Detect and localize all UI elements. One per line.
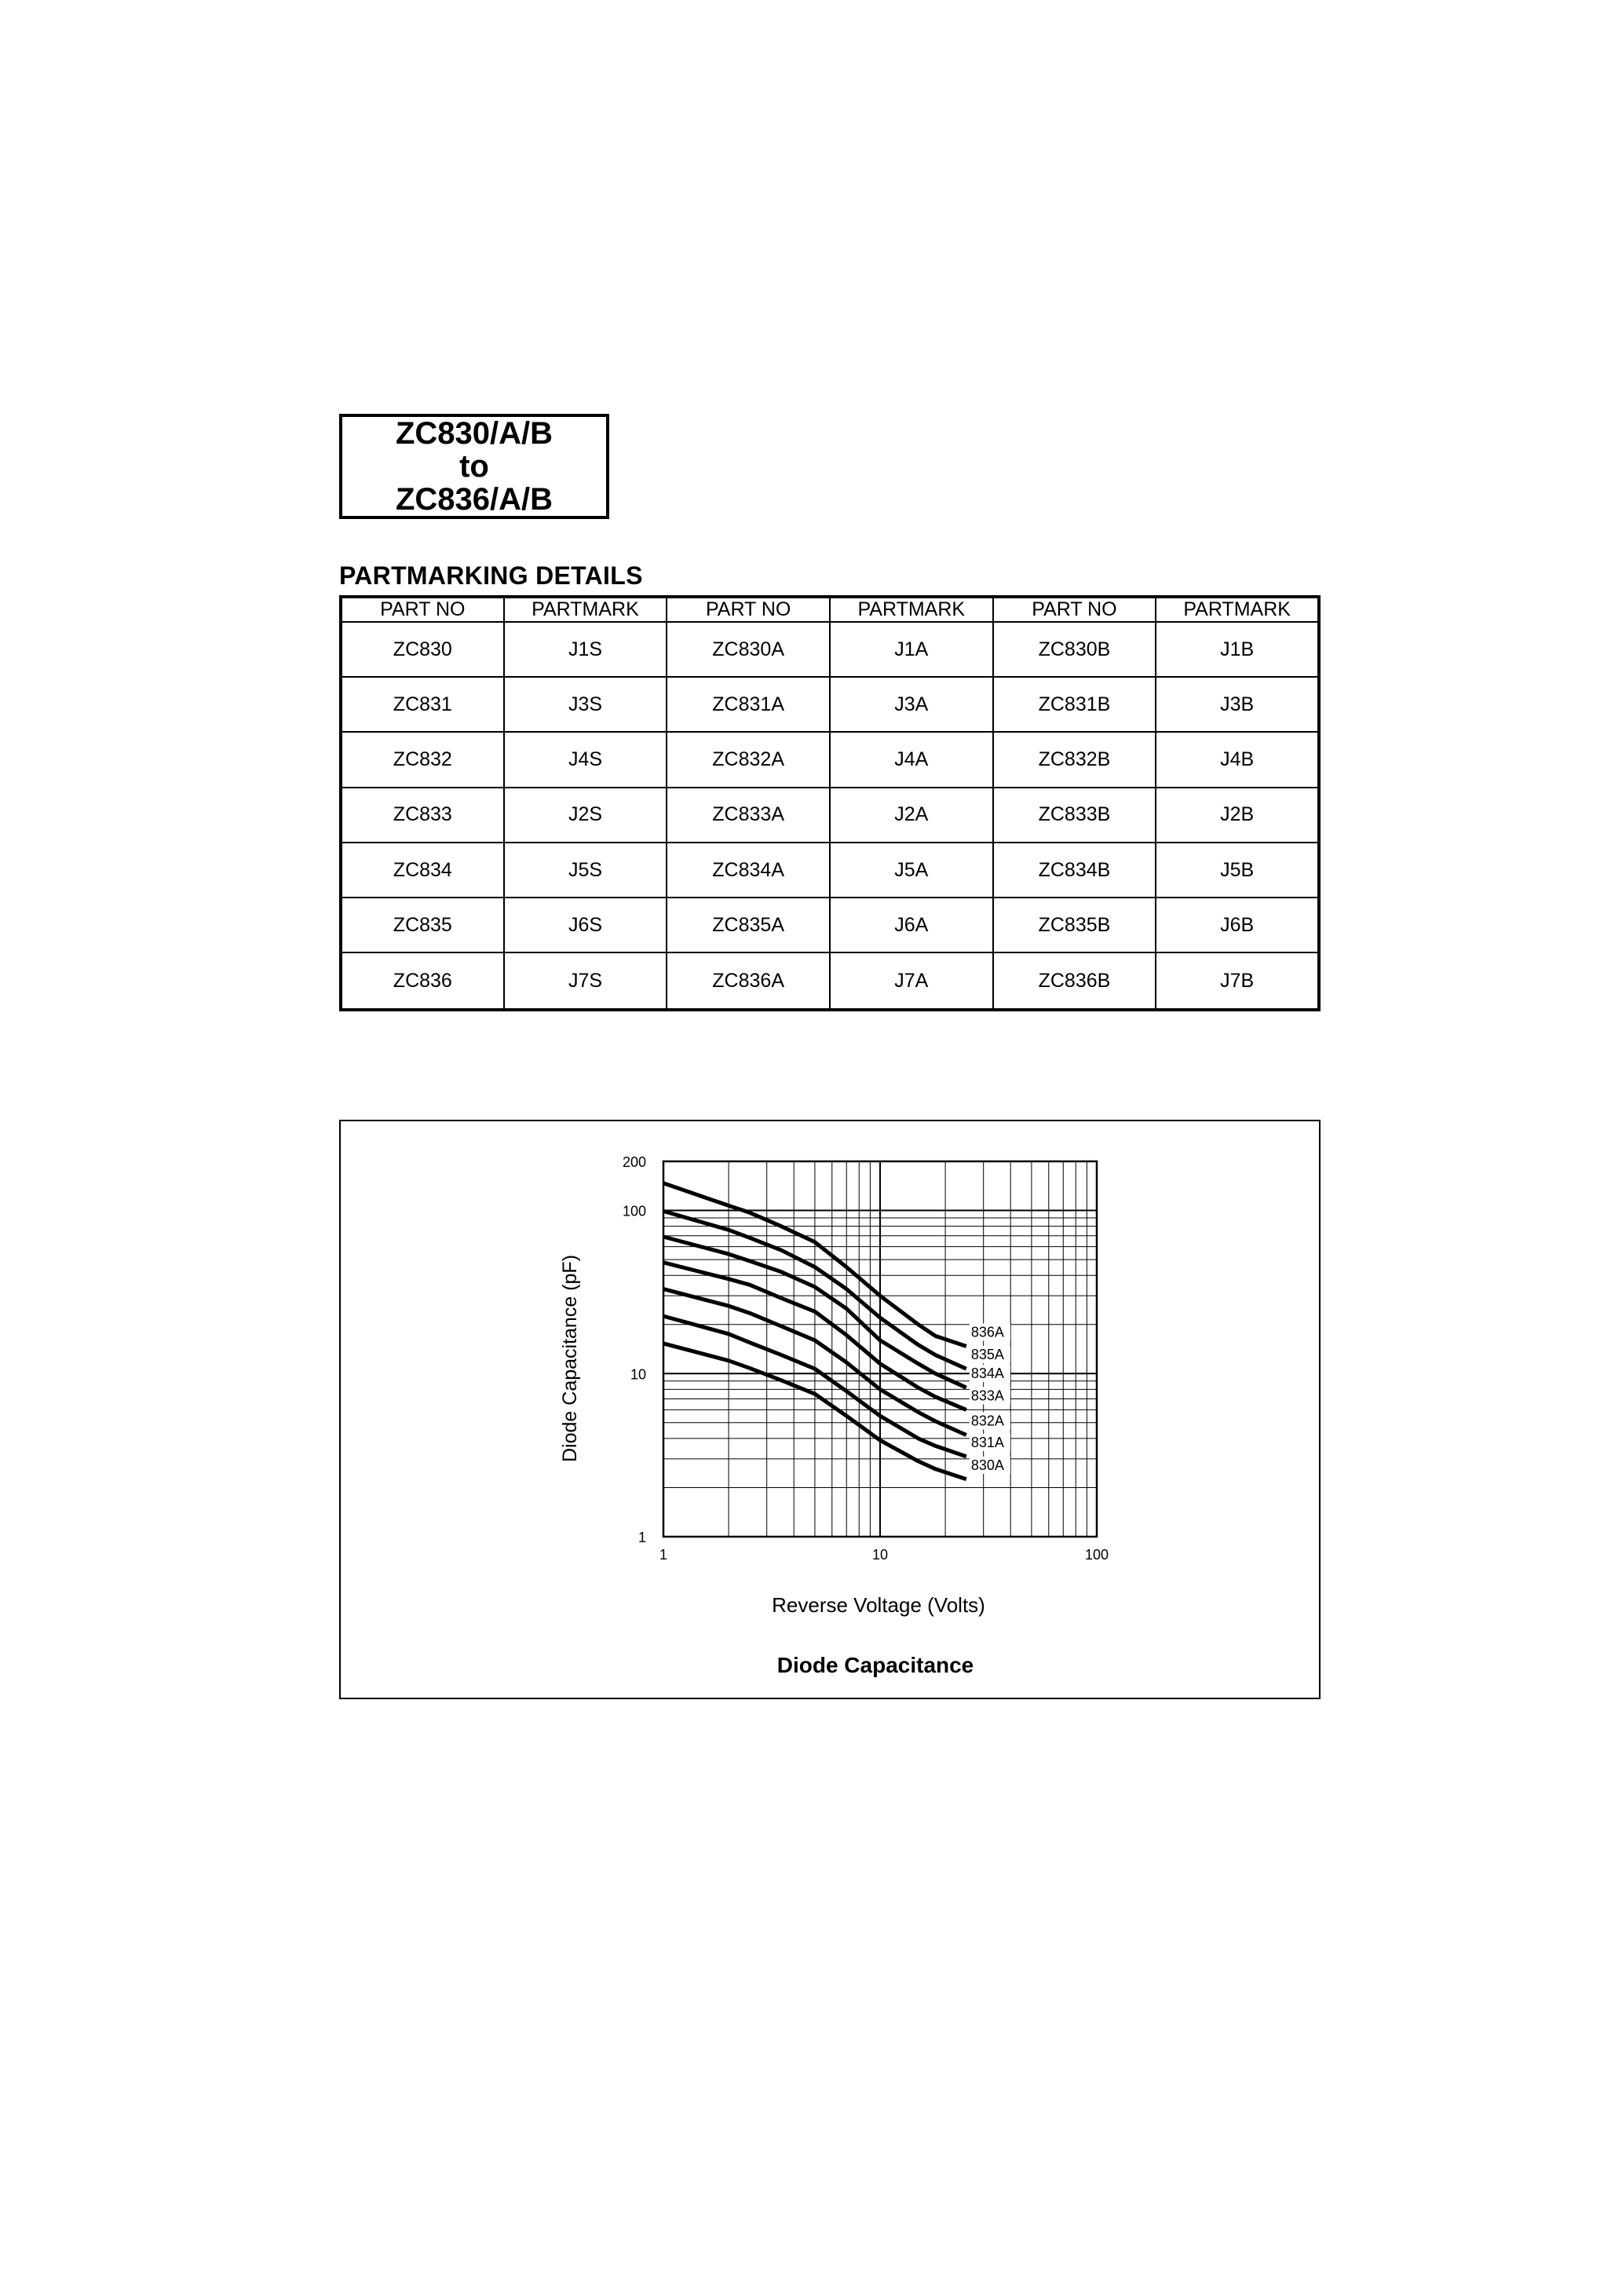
- capacitance-chart: [341, 1121, 1319, 1698]
- series-label-830A: 830A: [970, 1457, 1004, 1473]
- table-cell: J5B: [1156, 843, 1319, 898]
- partmarking-heading: PARTMARKING DETAILS: [339, 561, 643, 590]
- table-cell: J3S: [504, 677, 667, 732]
- table-cell: ZC833: [341, 788, 504, 843]
- partmarking-table: [339, 595, 1321, 1011]
- y-tick-label: 100: [622, 1203, 646, 1219]
- table-cell: J1B: [1156, 622, 1319, 677]
- table-cell: ZC836: [341, 952, 504, 1010]
- table-cell: ZC831: [341, 677, 504, 732]
- table-cell: J4A: [830, 732, 993, 787]
- table-cell: J4B: [1156, 732, 1319, 787]
- x-tick-label: 1: [659, 1547, 668, 1563]
- table-cell: ZC831A: [667, 677, 830, 732]
- x-axis-label: Reverse Voltage (Volts): [772, 1593, 985, 1617]
- table-row: [341, 622, 1319, 677]
- table-row: [341, 843, 1319, 898]
- table-row: [341, 952, 1319, 1010]
- x-tick-label: 10: [871, 1547, 889, 1563]
- series-label-834A: 834A: [970, 1366, 1004, 1382]
- table-cell: ZC830B: [993, 622, 1156, 677]
- column-header: PART NO: [341, 597, 504, 622]
- table-cell: ZC835A: [667, 898, 830, 952]
- column-header: PARTMARK: [830, 597, 993, 622]
- y-tick-label: 1: [637, 1530, 646, 1545]
- table-cell: J6A: [830, 898, 993, 952]
- table-header-row: [341, 597, 1319, 622]
- title-line-1: ZC830/A/B: [395, 416, 553, 451]
- table-cell: ZC831B: [993, 677, 1156, 732]
- table-cell: ZC830A: [667, 622, 830, 677]
- table-cell: ZC832: [341, 732, 504, 787]
- title-line-3: ZC836/A/B: [395, 482, 553, 517]
- table-cell: ZC833A: [667, 788, 830, 843]
- series-label-833A: 833A: [970, 1387, 1004, 1404]
- table-cell: J6S: [504, 898, 667, 952]
- table-cell: J5A: [830, 843, 993, 898]
- table-row: [341, 898, 1319, 952]
- table-cell: ZC830: [341, 622, 504, 677]
- table-cell: J2A: [830, 788, 993, 843]
- column-header: PART NO: [667, 597, 830, 622]
- column-header: PARTMARK: [1156, 597, 1319, 622]
- table-cell: ZC835: [341, 898, 504, 952]
- table-cell: ZC832B: [993, 732, 1156, 787]
- table-cell: J5S: [504, 843, 667, 898]
- table-cell: J1S: [504, 622, 667, 677]
- y-axis-label: Diode Capacitance (pF): [559, 1254, 581, 1463]
- table-cell: ZC836A: [667, 952, 830, 1010]
- series-label-835A: 835A: [970, 1347, 1004, 1363]
- column-header: PART NO: [993, 597, 1156, 622]
- title-line-2: to: [459, 449, 489, 484]
- chart-title: Diode Capacitance: [776, 1653, 974, 1677]
- table-cell: ZC834B: [993, 843, 1156, 898]
- table-cell: J6B: [1156, 898, 1319, 952]
- table-cell: ZC835B: [993, 898, 1156, 952]
- x-tick-label: 100: [1084, 1547, 1109, 1563]
- table-cell: ZC836B: [993, 952, 1156, 1010]
- table-cell: J1A: [830, 622, 993, 677]
- column-header: PARTMARK: [504, 597, 667, 622]
- y-tick-label: 10: [630, 1366, 646, 1383]
- table-cell: ZC834: [341, 843, 504, 898]
- y-tick-label: 200: [622, 1154, 646, 1170]
- table-cell: ZC832A: [667, 732, 830, 787]
- table-cell: J2S: [504, 788, 667, 843]
- table-cell: J7S: [504, 952, 667, 1010]
- table-cell: J3B: [1156, 677, 1319, 732]
- series-label-832A: 832A: [970, 1413, 1004, 1429]
- part-title-box: [339, 414, 609, 519]
- series-label-831A: 831A: [970, 1434, 1004, 1450]
- table-cell: J2B: [1156, 788, 1319, 843]
- table-cell: ZC834A: [667, 843, 830, 898]
- table-row: [341, 677, 1319, 732]
- capacitance-chart-frame: [339, 1120, 1321, 1699]
- table-cell: J7B: [1156, 952, 1319, 1010]
- table-row: [341, 732, 1319, 787]
- table-cell: J3A: [830, 677, 993, 732]
- series-label-836A: 836A: [970, 1324, 1004, 1340]
- table-row: [341, 788, 1319, 843]
- table-cell: J4S: [504, 732, 667, 787]
- table-cell: J7A: [830, 952, 993, 1010]
- table-cell: ZC833B: [993, 788, 1156, 843]
